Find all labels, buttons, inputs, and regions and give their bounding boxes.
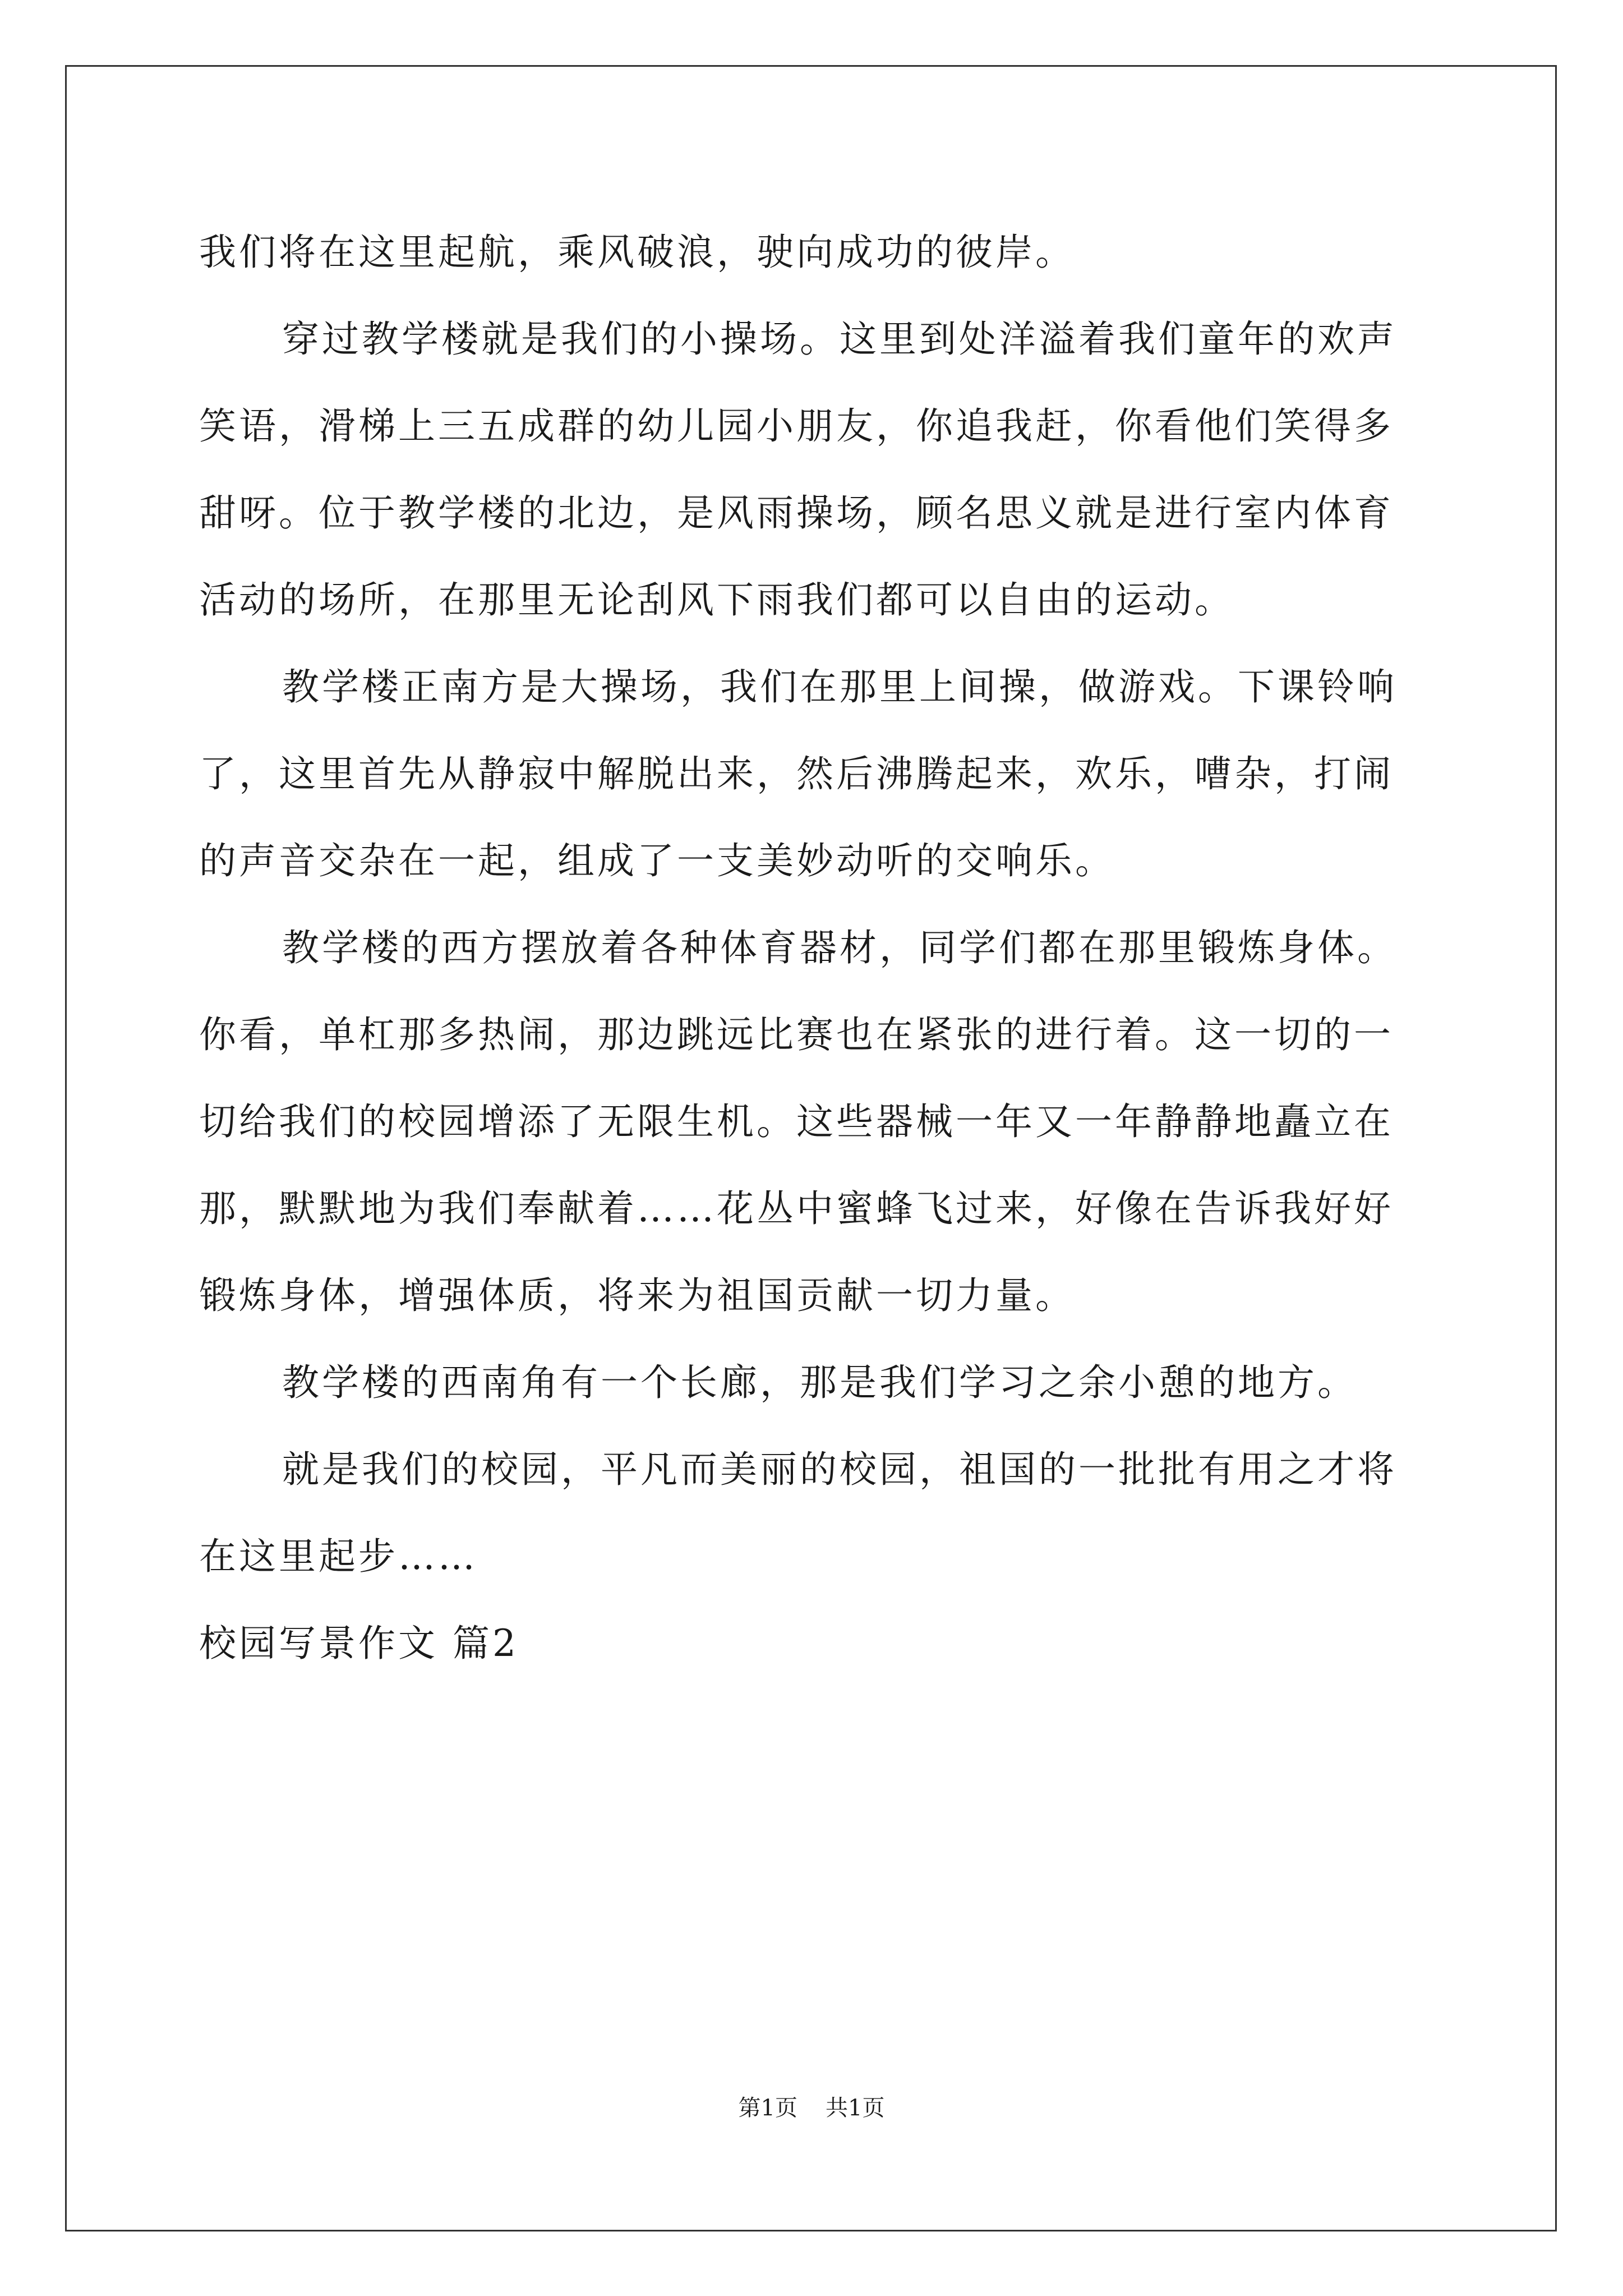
text-line: 甜呀。位于教学楼的北边，是风雨操场，顾名思义就是进行室内体育 (199, 491, 1394, 535)
paragraph-start: 教学楼正南方是大操场，我们在那里上间操，做游戏。下课铃响 (282, 665, 1397, 708)
paragraph-start: 就是我们的校园，平凡而美丽的校园，祖国的一批批有用之才将 (282, 1448, 1397, 1491)
page-number-current: 第1页 (738, 2095, 797, 2121)
text-line: 了，这里首先从静寂中解脱出来，然后沸腾起来，欢乐，嘈杂，打闹 (199, 752, 1394, 795)
page-footer (0, 2091, 1623, 2125)
text-line: 我们将在这里起航，乘风破浪，驶向成功的彼岸。 (199, 231, 1075, 274)
paragraph-start: 教学楼的西南角有一个长廊，那是我们学习之余小憩的地方。 (282, 1361, 1357, 1404)
text-line: 那，默默地为我们奉献着……花丛中蜜蜂飞过来，好像在告诉我好好 (199, 1187, 1394, 1230)
paragraph-start: 教学楼的西方摆放着各种体育器材，同学们都在那里锻炼身体。 (282, 926, 1397, 969)
text-line: 笑语，滑梯上三五成群的幼儿园小朋友，你追我赶，你看他们笑得多 (199, 404, 1394, 448)
section-heading: 校园写景作文 篇2 (199, 1622, 519, 1665)
document-body (199, 209, 1427, 1687)
page-number-total: 共1页 (826, 2095, 885, 2121)
text-line: 你看，单杠那多热闹，那边跳远比赛也在紧张的进行着。这一切的一 (199, 1013, 1394, 1056)
text-line: 锻炼身体，增强体质，将来为祖国贡献一切力量。 (199, 1274, 1075, 1317)
text-line: 的声音交杂在一起，组成了一支美妙动听的交响乐。 (199, 839, 1115, 882)
paragraph-start: 穿过教学楼就是我们的小操场。这里到处洋溢着我们童年的欢声 (282, 318, 1397, 361)
text-line: 切给我们的校园增添了无限生机。这些器械一年又一年静静地矗立在 (199, 1100, 1394, 1143)
text-line: 在这里起步…… (199, 1535, 478, 1578)
text-line: 活动的场所，在那里无论刮风下雨我们都可以自由的运动。 (199, 578, 1234, 622)
